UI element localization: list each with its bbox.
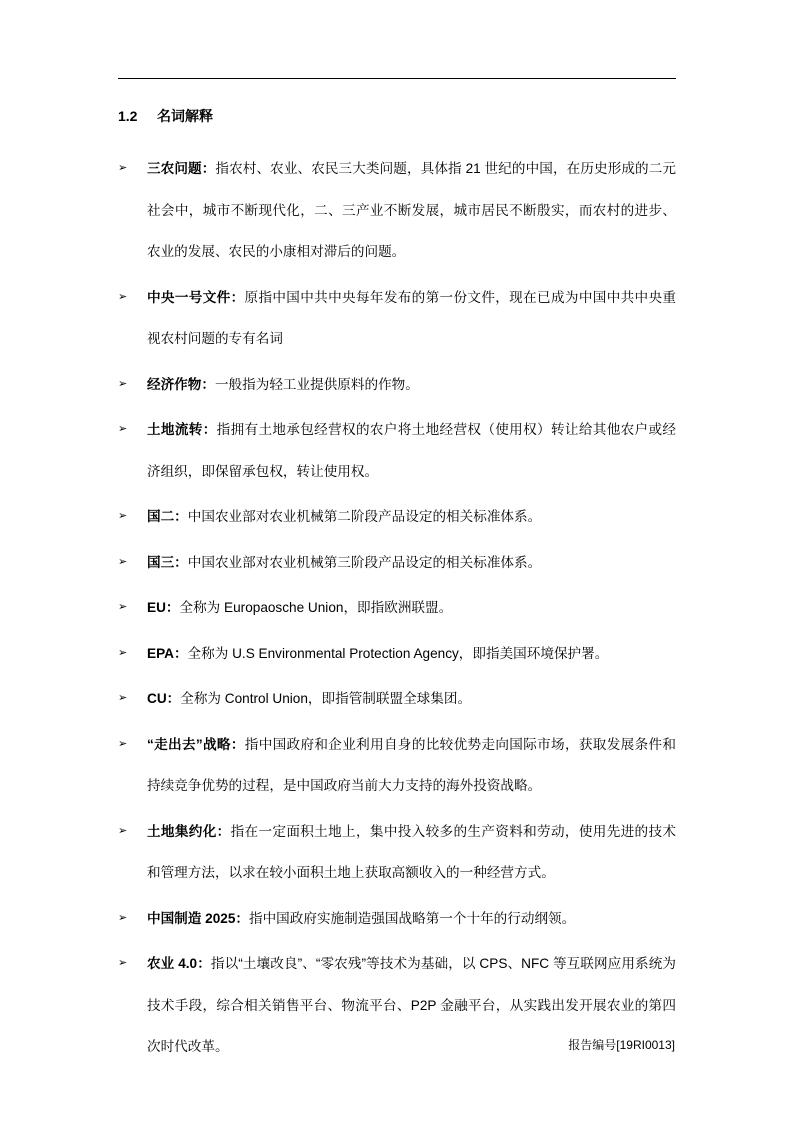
glossary-item [118, 148, 676, 273]
glossary-term: 土地集约化： [147, 823, 231, 839]
arrow-bullet-icon: ➢ [118, 957, 128, 969]
glossary-definition: 全称为 U.S Environmental Protection Agency，即指美国环境保护署。 [187, 645, 609, 661]
glossary-item [118, 633, 676, 675]
glossary-term: CU： [147, 691, 181, 706]
arrow-bullet-icon: ➢ [118, 423, 128, 435]
arrow-bullet-icon: ➢ [118, 510, 128, 522]
glossary-term: 国三： [147, 554, 188, 570]
glossary-definition: 指中国政府和企业利用自身的比较优势走向国际市场，获取发展条件和持续竞争优势的过程，是中国政府当前大力支持的海外投资战略。 [147, 736, 677, 793]
glossary-definition: 指农村、农业、农民三大类问题，具体指 21 世纪的中国，在历史形成的二元社会中，城市不断现代化，二、三产业不断发展，城市居民不断殷实，而农村的进步、农业的发展、农民的小康相对滞后的问题。 [147, 161, 677, 259]
glossary-definition: 中国农业部对农业机械第三阶段产品设定的相关标准体系。 [187, 554, 542, 570]
section-title: 名词解释 [157, 108, 213, 124]
arrow-bullet-icon: ➢ [118, 377, 128, 390]
section-number: 1.2 [118, 108, 138, 124]
glossary-item [118, 811, 676, 894]
glossary-term: 农业 4.0： [147, 956, 211, 971]
arrow-bullet-icon: ➢ [118, 737, 128, 750]
glossary-definition: 指中国政府实施制造强国战略第一个十年的行动纲领。 [249, 910, 576, 926]
glossary-term: 中央一号文件： [147, 289, 245, 305]
glossary-definition: 指以“土壤改良”、“零农残”等技术为基础，以 CPS、NFC 等互联网应用系统为技术手段，综合相关销售平台、物流平台、P2P 金融平台，从实践出发开展农业的第四次时代改革。 [147, 956, 676, 1054]
glossary-definition: 原指中国中共中央每年发布的第一份文件，现在已成为中国中共中央重视农村问题的专有名词 [147, 289, 677, 346]
glossary-item [118, 277, 676, 360]
glossary-item [118, 496, 676, 538]
arrow-bullet-icon: ➢ [118, 911, 128, 924]
glossary-definition: 指在一定面积土地上，集中投入较多的生产资料和劳动，使用先进的技术和管理方法，以求在较小面积土地上获取高额收入的一种经营方式。 [147, 823, 677, 880]
glossary-term: 国二： [147, 509, 188, 524]
arrow-bullet-icon: ➢ [118, 601, 128, 613]
glossary-item [118, 724, 676, 807]
glossary-item [118, 364, 676, 406]
glossary-item [118, 542, 676, 584]
arrow-bullet-icon: ➢ [118, 162, 128, 174]
glossary-definition: 一般指为轻工业提供原料的作物。 [214, 376, 419, 392]
arrow-bullet-icon: ➢ [118, 824, 128, 837]
glossary-term: 土地流转： [147, 422, 217, 437]
glossary-item [118, 587, 676, 629]
glossary-item [118, 678, 676, 720]
glossary-term: 中国制造 2025： [147, 910, 249, 926]
glossary-term: “走出去”战略： [147, 736, 245, 752]
glossary-definition: 中国农业部对农业机械第二阶段产品设定的相关标准体系。 [187, 509, 542, 524]
arrow-bullet-icon: ➢ [118, 555, 128, 568]
report-number: 报告编号[19RI0013] [568, 1038, 675, 1052]
glossary-term: 经济作物： [147, 376, 215, 392]
glossary-term: EU： [147, 600, 180, 615]
glossary-list [118, 148, 676, 1068]
glossary-term: EPA： [147, 645, 188, 661]
glossary-item [118, 409, 676, 492]
arrow-bullet-icon: ➢ [118, 692, 128, 704]
glossary-definition: 全称为 Europaosche Union，即指欧洲联盟。 [179, 600, 453, 615]
section-heading [118, 106, 213, 126]
glossary-term: 三农问题： [147, 161, 216, 176]
glossary-definition: 指拥有土地承包经营权的农户将土地经营权（使用权）转让给其他农户或经济组织，即保留承包权，转让使用权。 [147, 422, 677, 479]
header-rule [118, 78, 676, 79]
glossary-item [118, 898, 676, 940]
arrow-bullet-icon: ➢ [118, 646, 128, 659]
glossary-definition: 全称为 Control Union，即指管制联盟全球集团。 [180, 691, 472, 706]
arrow-bullet-icon: ➢ [118, 290, 128, 303]
